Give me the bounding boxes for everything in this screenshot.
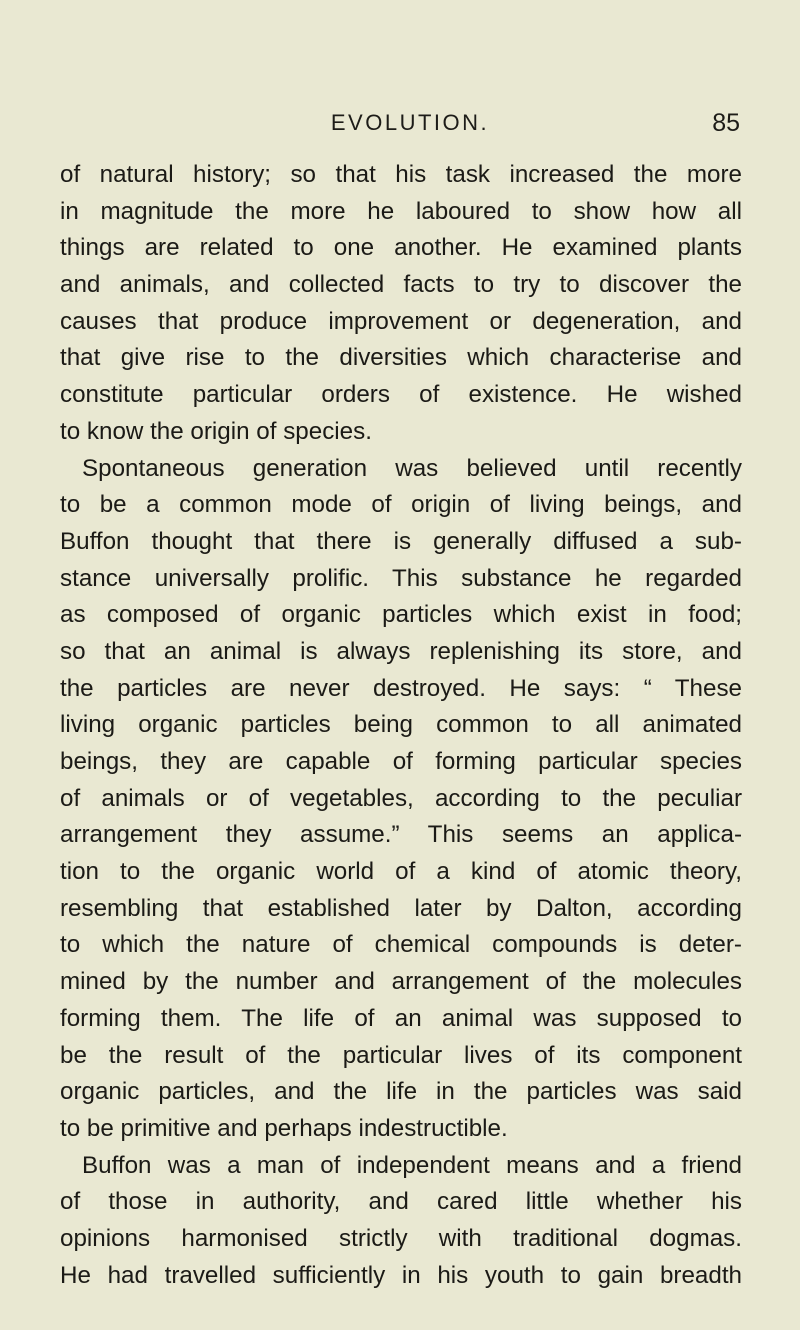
text-line: stance universally prolific. This substance he regarded: [60, 564, 742, 592]
text-line: to be primitive and perhaps indestructible.: [60, 1114, 508, 1142]
text-line: causes that produce improvement or degeneration, and: [60, 307, 742, 335]
page-number: 85: [712, 109, 740, 137]
text-line: mined by the number and arrangement of the molecules: [60, 968, 742, 996]
text-line: of natural history; so that his task increased the more: [60, 161, 742, 188]
text-line: opinions harmonised strictly with traditional dogmas.: [60, 1224, 742, 1252]
text-line: Buffon thought that there is generally diffused a sub-: [60, 527, 742, 555]
text-line: beings, they are capable of forming particular species: [60, 748, 742, 775]
paragraph-start-line: Buffon was a man of independent means and a friend: [82, 1151, 742, 1179]
text-line: to know the origin of species.: [60, 417, 372, 445]
text-line: resembling that established later by Dalton, according: [60, 894, 742, 922]
text-line: forming them. The life of an animal was supposed to: [60, 1004, 742, 1032]
text-line: and animals, and collected facts to try to discover the: [60, 271, 742, 299]
text-line: of those in authority, and cared little whether his: [60, 1188, 742, 1216]
text-line: of animals or of vegetables, according to the peculiar: [60, 784, 742, 812]
running-head: [60, 106, 740, 140]
text-line: He had travelled sufficiently in his youth to gain breadth: [60, 1261, 742, 1289]
text-line: organic particles, and the life in the particles was said: [60, 1078, 742, 1106]
text-line: as composed of organic particles which exist in food;: [60, 601, 742, 629]
text-line: in magnitude the more he laboured to show how all: [60, 197, 742, 225]
text-line: tion to the organic world of a kind of atomic theory,: [60, 858, 742, 886]
text-line: living organic particles being common to all animated: [60, 711, 742, 739]
text-line: arrangement they assume.” This seems an applica-: [60, 821, 742, 849]
paragraph-start-line: Spontaneous generation was believed until recently: [82, 454, 742, 482]
text-line: constitute particular orders of existence. He wished: [60, 381, 742, 409]
text-line: be the result of the particular lives of its component: [60, 1041, 742, 1069]
text-line: so that an animal is always replenishing its store, and: [60, 637, 742, 665]
text-line: to which the nature of chemical compounds is deter-: [60, 931, 742, 959]
text-line: the particles are never destroyed. He says: “ These: [60, 674, 742, 702]
running-title: EVOLUTION.: [330, 110, 490, 135]
text-line: that give rise to the diversities which characterise and: [60, 344, 742, 372]
text-line: to be a common mode of origin of living beings, and: [60, 491, 742, 519]
text-line: things are related to one another. He examined plants: [60, 234, 742, 262]
body-text: [60, 157, 742, 1294]
